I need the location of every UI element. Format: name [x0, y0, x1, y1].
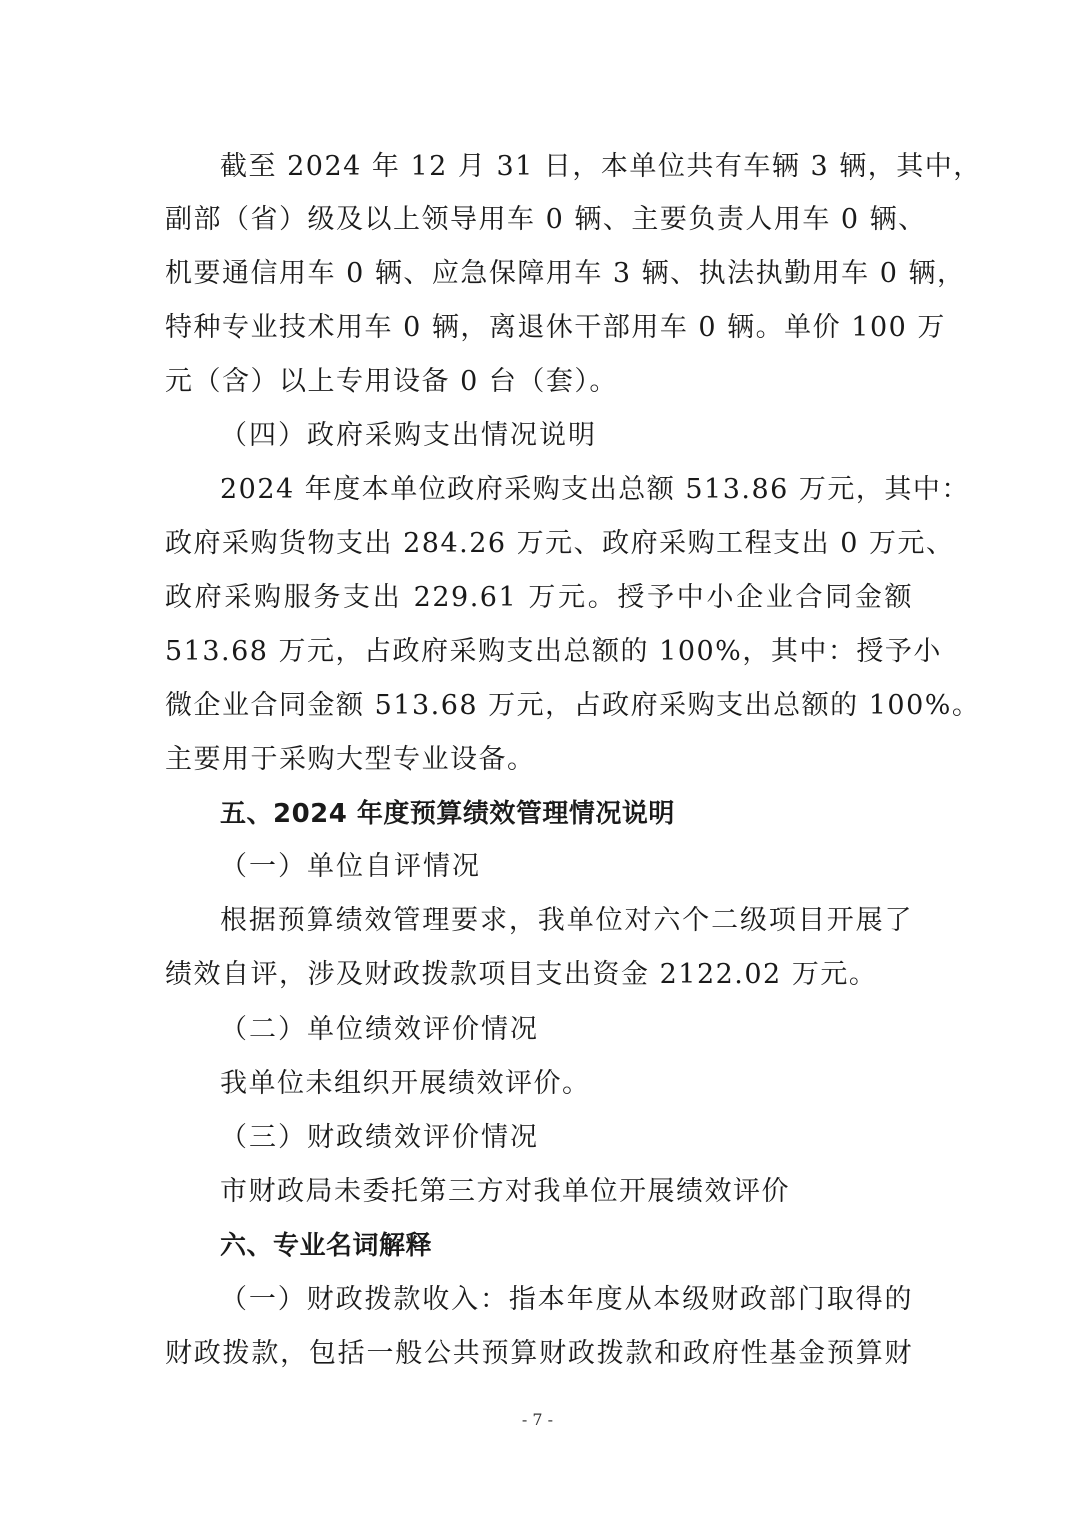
paragraph-line: 我单位未组织开展绩效评价。 [220, 1068, 591, 1099]
paragraph-line: 机要通信用车 0 辆、应急保障用车 3 辆、执法执勤用车 0 辆， [165, 258, 966, 289]
paragraph-line: 政府采购服务支出 229.61 万元。授予中小企业合同金额 [165, 582, 913, 613]
paragraph-line: 绩效自评，涉及财政拨款项目支出资金 2122.02 万元。 [165, 959, 878, 990]
paragraph-line: 政府采购货物支出 284.26 万元、政府采购工程支出 0 万元、 [165, 528, 955, 559]
paragraph-line: （一）财政拨款收入：指本年度从本级财政部门取得的 [220, 1284, 913, 1315]
paragraph-line: 财政拨款，包括一般公共预算财政拨款和政府性基金预算财 [165, 1338, 913, 1369]
paragraph-line: 截至 2024 年 12 月 31 日，本单位共有车辆 3 辆，其中， [220, 151, 982, 182]
paragraph-line: 513.68 万元，占政府采购支出总额的 100%，其中：授予小 [165, 636, 942, 667]
paragraph-line: 微企业合同金额 513.68 万元，占政府采购支出总额的 100%。 [165, 690, 981, 721]
section-heading: 六、专业名词解释 [220, 1231, 433, 1261]
subsection-heading: （二）单位绩效评价情况 [220, 1014, 539, 1045]
paragraph-line: 市财政局未委托第三方对我单位开展绩效评价 [220, 1176, 790, 1207]
subsection-heading: （一）单位自评情况 [220, 851, 481, 882]
paragraph-line: 2024 年度本单位政府采购支出总额 513.86 万元，其中： [220, 474, 970, 505]
paragraph-line: 副部（省）级及以上领导用车 0 辆、主要负责人用车 0 辆、 [165, 204, 927, 235]
page-number: - 7 - [521, 1410, 554, 1429]
section-heading: 五、2024 年度预算绩效管理情况说明 [220, 799, 675, 829]
subsection-heading: （三）财政绩效评价情况 [220, 1122, 539, 1153]
paragraph-line: 主要用于采购大型专业设备。 [165, 744, 536, 775]
paragraph-line: 特种专业技术用车 0 辆，离退休干部用车 0 辆。单价 100 万 [165, 312, 946, 343]
paragraph-line: 根据预算绩效管理要求，我单位对六个二级项目开展了 [220, 905, 913, 936]
subsection-heading: （四）政府采购支出情况说明 [220, 420, 597, 451]
paragraph-line: 元（含）以上专用设备 0 台（套）。 [165, 366, 618, 397]
